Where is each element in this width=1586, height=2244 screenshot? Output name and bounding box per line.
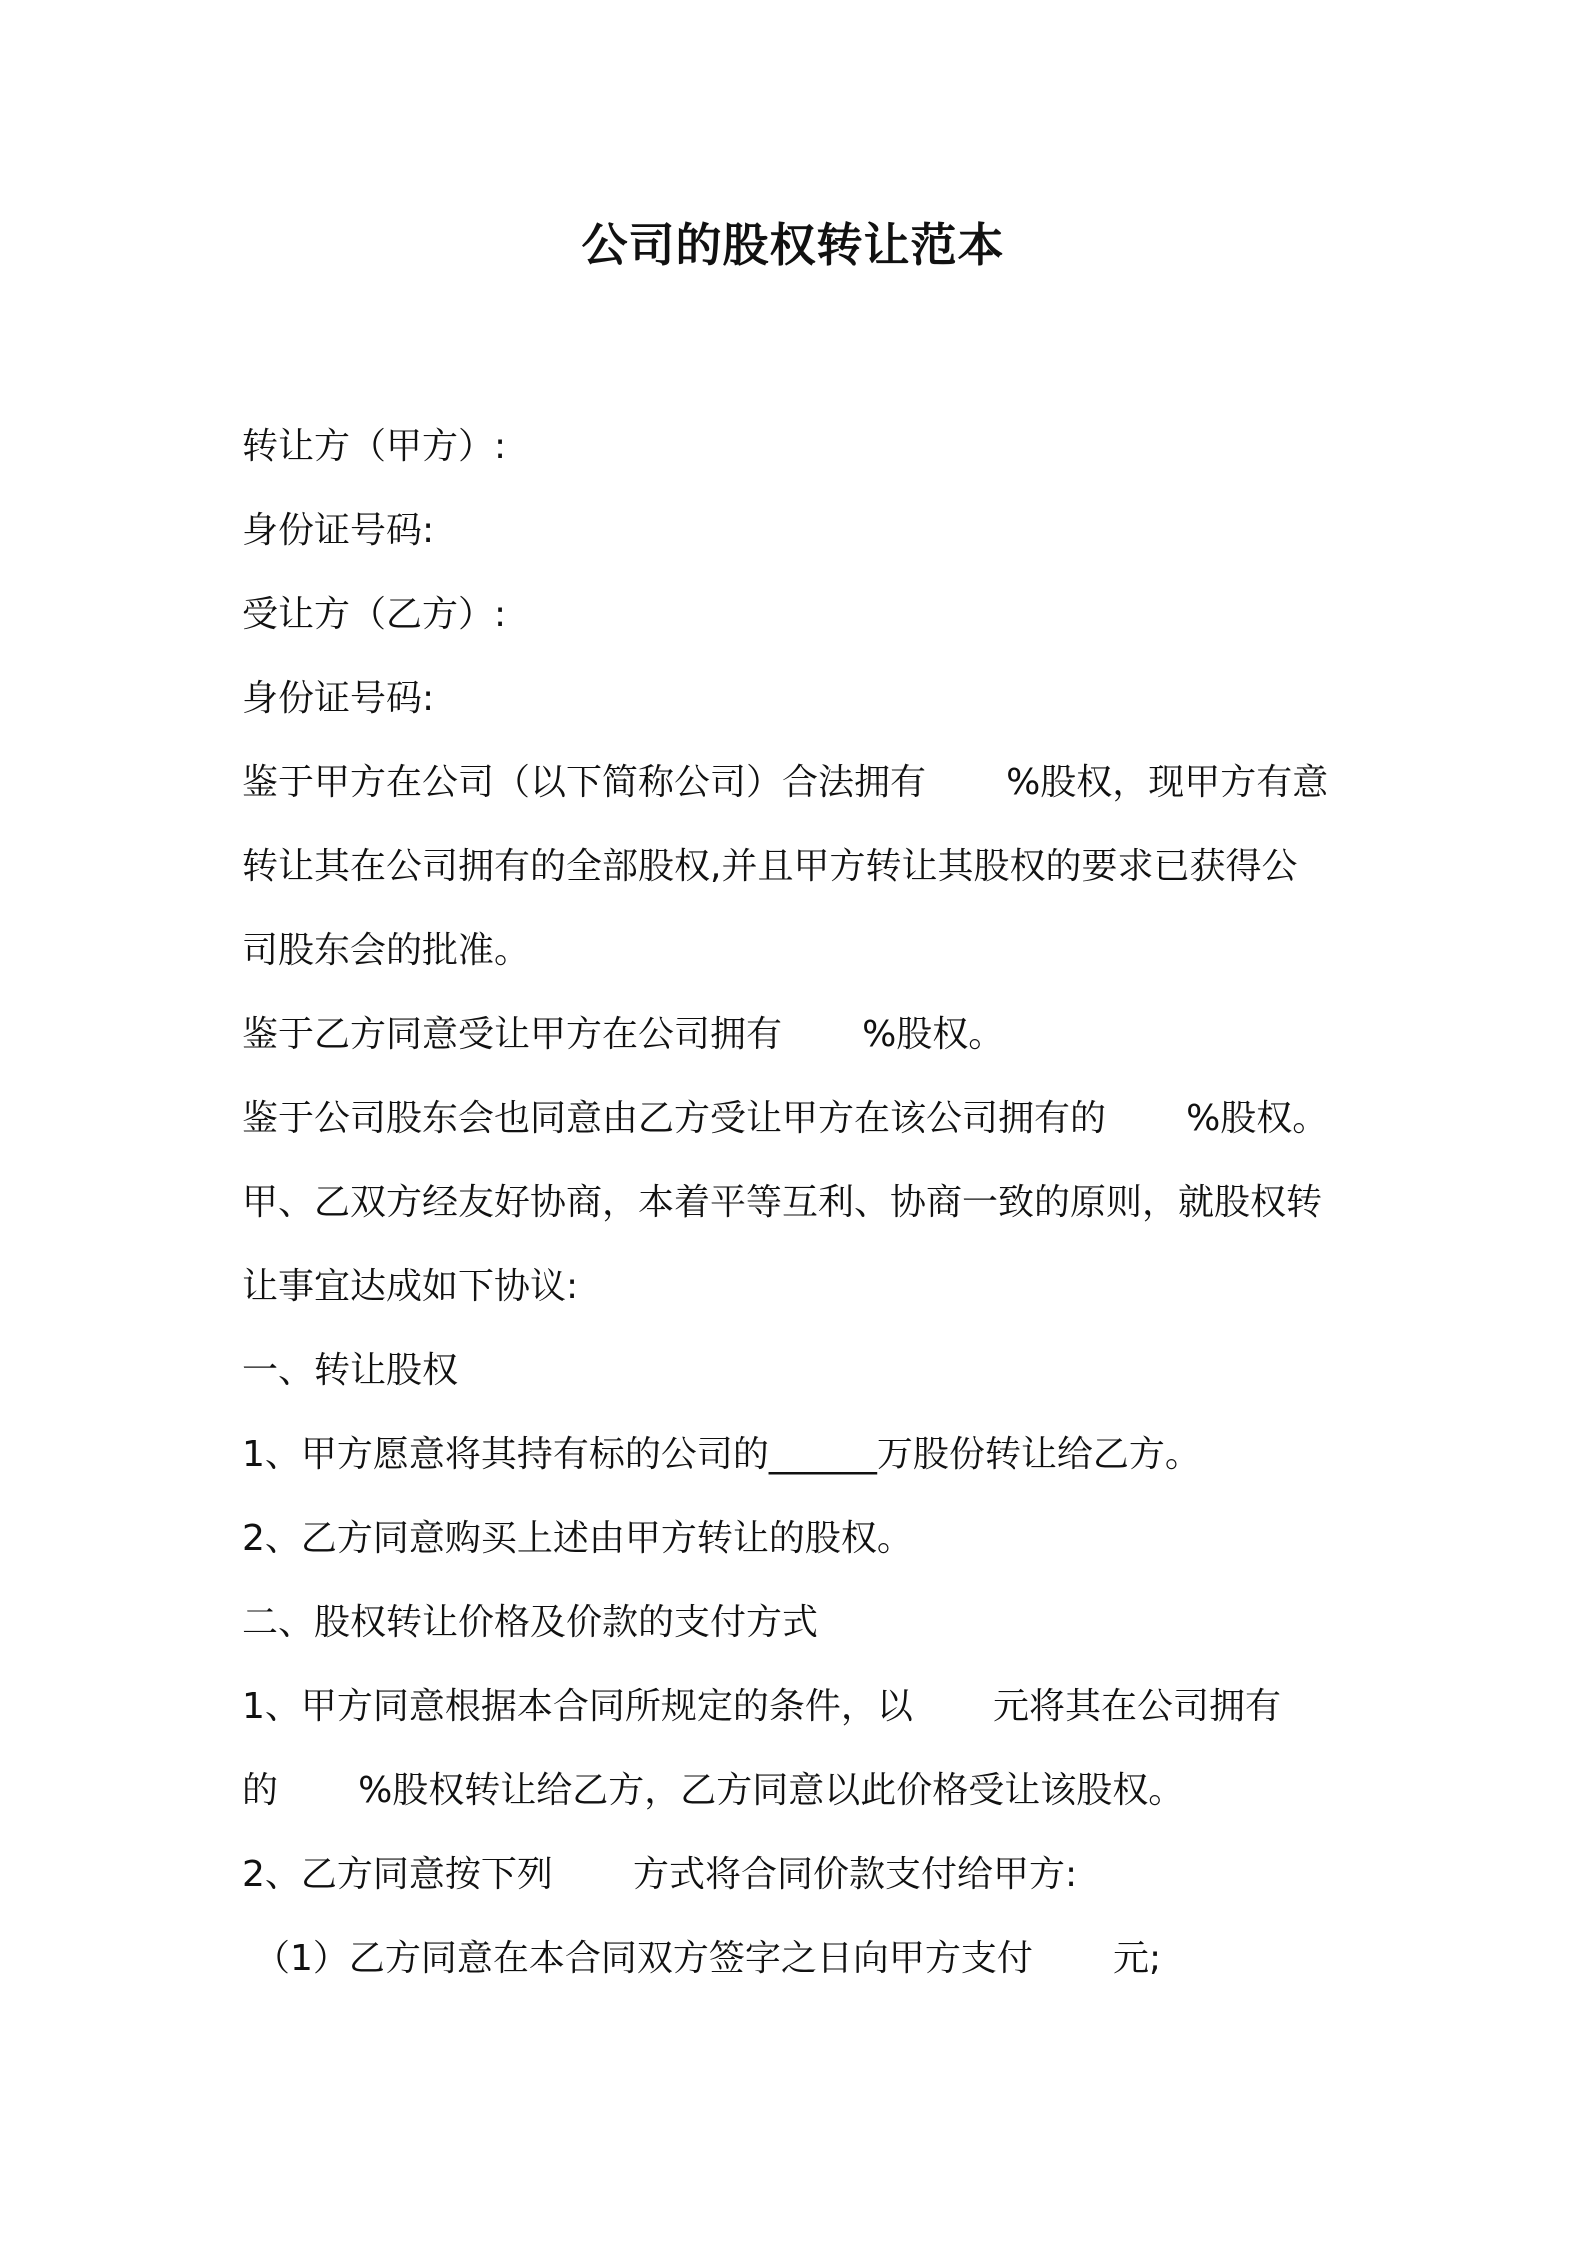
section-heading-2: 二、股权转让价格及价款的支付方式 — [242, 1602, 819, 1643]
clause-2-2: 2、乙方同意按下列 方式将合同价款支付给甲方: — [242, 1854, 1078, 1895]
agreement-intro-line-2: 让事宜达成如下协议: — [242, 1266, 579, 1307]
recital-paragraph-3: 鉴于公司股东会也同意由乙方受让甲方在该公司拥有的 %股权。 — [242, 1098, 1329, 1139]
transferor-field: 转让方（甲方）: — [242, 426, 507, 467]
transferor-id-field: 身份证号码: — [242, 510, 435, 551]
recital-paragraph-2: 鉴于乙方同意受让甲方在公司拥有 %股权。 — [242, 1014, 1005, 1055]
document-title: 公司的股权转让范本 — [581, 218, 1005, 272]
recital-paragraph-1-line-1: 鉴于甲方在公司（以下简称公司）合法拥有 %股权，现甲方有意 — [242, 762, 1329, 803]
clause-1-1: 1、甲方愿意将其持有标的公司的______万股份转让给乙方。 — [242, 1434, 1201, 1475]
transferee-field: 受让方（乙方）: — [242, 594, 507, 635]
clause-2-1-line-2: 的 %股权转让给乙方，乙方同意以此价格受让该股权。 — [242, 1770, 1185, 1811]
clause-2-1-line-1: 1、甲方同意根据本合同所规定的条件，以 元将其在公司拥有 — [242, 1686, 1282, 1727]
section-heading-1: 一、转让股权 — [242, 1350, 459, 1391]
document-body — [242, 405, 1352, 2001]
clause-2-2-item-1: （1）乙方同意在本合同双方签字之日向甲方支付 元; — [254, 1938, 1162, 1979]
recital-paragraph-1-line-3: 司股东会的批准。 — [242, 930, 531, 971]
recital-paragraph-1-line-2: 转让其在公司拥有的全部股权,并且甲方转让其股权的要求已获得公 — [242, 846, 1298, 887]
transferee-id-field: 身份证号码: — [242, 678, 435, 719]
clause-1-2: 2、乙方同意购买上述由甲方转让的股权。 — [242, 1518, 913, 1559]
agreement-intro-line-1: 甲、乙双方经友好协商，本着平等互利、协商一致的原则，就股权转 — [242, 1182, 1323, 1223]
